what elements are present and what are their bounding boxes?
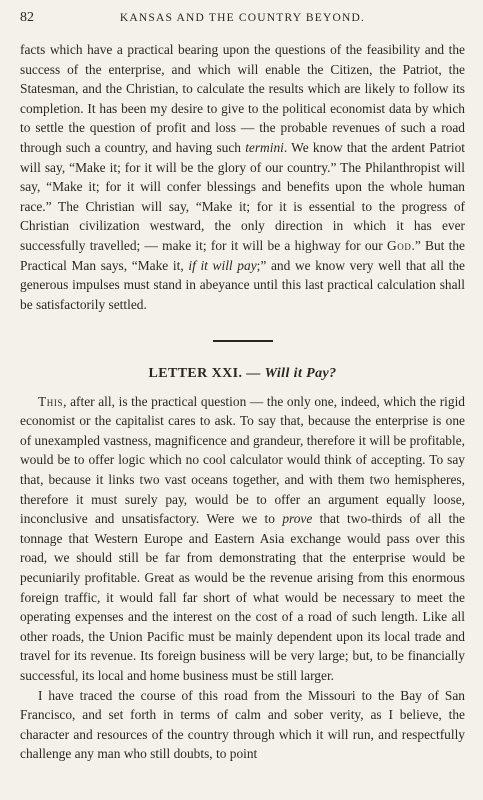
p3-text: I have traced the course of this road from the Missouri to the Bay of San Francisco, and set forth in terms of calm and sober verity, as I believe, the character and resources of the country through which it will run, and respectfully challenge any man who still doubts, to point: [20, 687, 465, 762]
termini-italic: termini: [245, 139, 284, 155]
p2-text-a: , after all, is the practical question — the only one, indeed, which the rigid economist or the capitalist cares to ask. To say that, because the enterprise is one of unexampled vastness, magnificence and grandeur, therefore it will be profitable, would be to offer logic which no cool calculator would think of accepting. To say that, because it links two vast oceans together, and with them two hemispheres, therefore it must surely pay, would be to offer an argument equally loose, inconclusive and unsatisfactory. Were we to: [20, 393, 465, 527]
p1-text-a: facts which have a practical bearing upon the questions of the feasibility and the success of the enterprise, and which will enable the Citizen, the Patriot, the Statesman, and the Christian, to calculate the results which are likely to follow its completion. It has been my desire to give to the political economist data by which to settle the question of profit and loss — the probable revenues of such a road through such a country, and having such: [20, 42, 465, 155]
page-header: [20, 0, 465, 40]
page-number: 82: [20, 10, 34, 25]
letter-subtitle: Will it Pay?: [264, 365, 337, 381]
paragraph-letter-body: [20, 392, 465, 686]
prove-italic: prove: [282, 511, 313, 527]
p2-text-b: that two-thirds of all the tonnage that Western Europe and Eastern Asia exchange would pass over this road, we should still be far from demonstrating that the enterprise would be pecuniarily profitable. Great as would be the revenue arising from this enormous foreign traffic, it would fall far short of what would be necessary to meet the operating expenses and the interest on the cost of a road of such length. Like all other roads, the Union Pacific must be mainly dependent upon its local trade and travel for its revenue. Its foreign business will be very large; but, to be financially successful, its local and home business must be still larger.: [20, 511, 466, 684]
if-it-will-pay-italic: if it will pay: [188, 257, 257, 273]
paragraph-continuation: [20, 40, 465, 314]
this-small-caps: This: [38, 393, 64, 409]
p1-text-d: ;” and we know very well that all the generous impulses must stand in abeyance until this last practical calculation shall be satisfactorily settled.: [20, 257, 465, 312]
p1-text-c: .” But the Practical Man says, “Make it,: [20, 237, 465, 273]
letter-heading: [20, 366, 465, 382]
letter-title: LETTER XXI. —: [148, 365, 261, 381]
section-divider: [213, 340, 273, 341]
running-head: KANSAS AND THE COUNTRY BEYOND.: [119, 12, 366, 24]
p1-text-b: . We know that the ardent Patriot will say, “Make it; for it will be the glory of our country.” The Philanthropist will say, “Make it; for it will confer blessings and benefits upon the whole human race.” The Christian will say, “Make it; for it is essential to the progress of Christian civilization westward, the only direction in which it has ever successfully travelled; — make it; for it will be a highway for our: [20, 139, 465, 253]
paragraph-final: [20, 686, 465, 764]
god-small-caps: God: [386, 237, 412, 253]
